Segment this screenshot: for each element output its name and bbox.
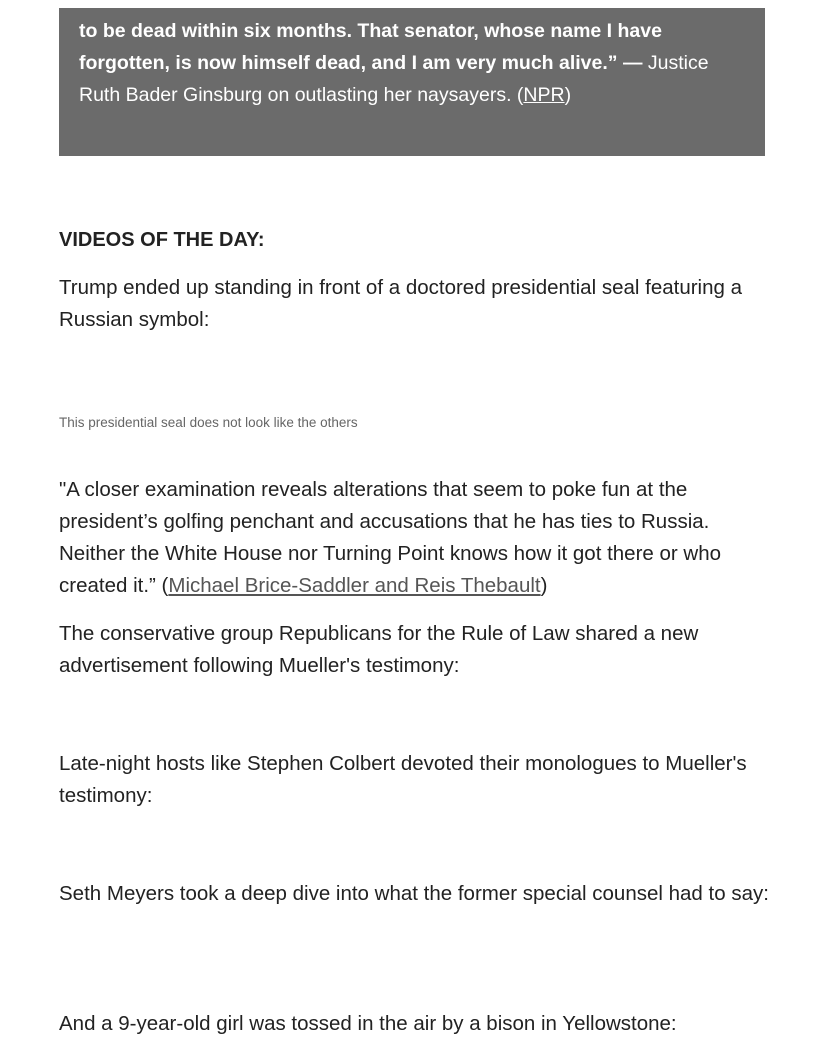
quote-attribution-close: ) (564, 84, 572, 106)
embedded-video-rule-of-law[interactable] (59, 684, 765, 744)
seal-quote-paragraph (59, 474, 769, 602)
bison-paragraph: And a 9-year-old girl was tossed in the air by a bison in Yellowstone: (59, 1012, 677, 1035)
seal-quote-text: "A closer examination reveals alterations that seem to poke fun at the president’s golfing penchant and accusations that he has ties to Russia. Neither the White House nor Turning Point knows how it got there or who created it.” ( (59, 478, 722, 597)
embedded-video-colbert[interactable] (59, 814, 765, 874)
embedded-video-seal[interactable] (59, 340, 765, 410)
quote-attribution: Justice Ruth Bader Ginsburg on outlasting her naysayers. ( (79, 52, 709, 106)
videos-of-the-day-heading: VIDEOS OF THE DAY: (59, 229, 265, 251)
trump-seal-paragraph: Trump ended up standing in front of a doctored presidential seal featuring a Russian symbol: (59, 276, 743, 331)
meyers-paragraph: Seth Meyers took a deep dive into what the former special counsel had to say: (59, 882, 769, 905)
npr-link[interactable]: NPR (523, 84, 565, 106)
rule-of-law-paragraph: The conservative group Republicans for the Rule of Law shared a new advertisement following Mueller's testimony: (59, 622, 699, 677)
colbert-paragraph: Late-night hosts like Stephen Colbert devoted their monologues to Mueller's testimony: (59, 752, 747, 807)
video-caption: This presidential seal does not look like the others (59, 415, 358, 430)
quote-text: to be dead within six months. That senator, whose name I have forgotten, is now himself dead, and I am very much alive.” — (79, 20, 662, 74)
pull-quote-box (59, 8, 765, 156)
seal-quote-close: ) (540, 574, 548, 597)
embedded-video-meyers[interactable] (59, 944, 765, 1004)
author-link[interactable]: Michael Brice-Saddler and Reis Thebault (168, 574, 541, 597)
